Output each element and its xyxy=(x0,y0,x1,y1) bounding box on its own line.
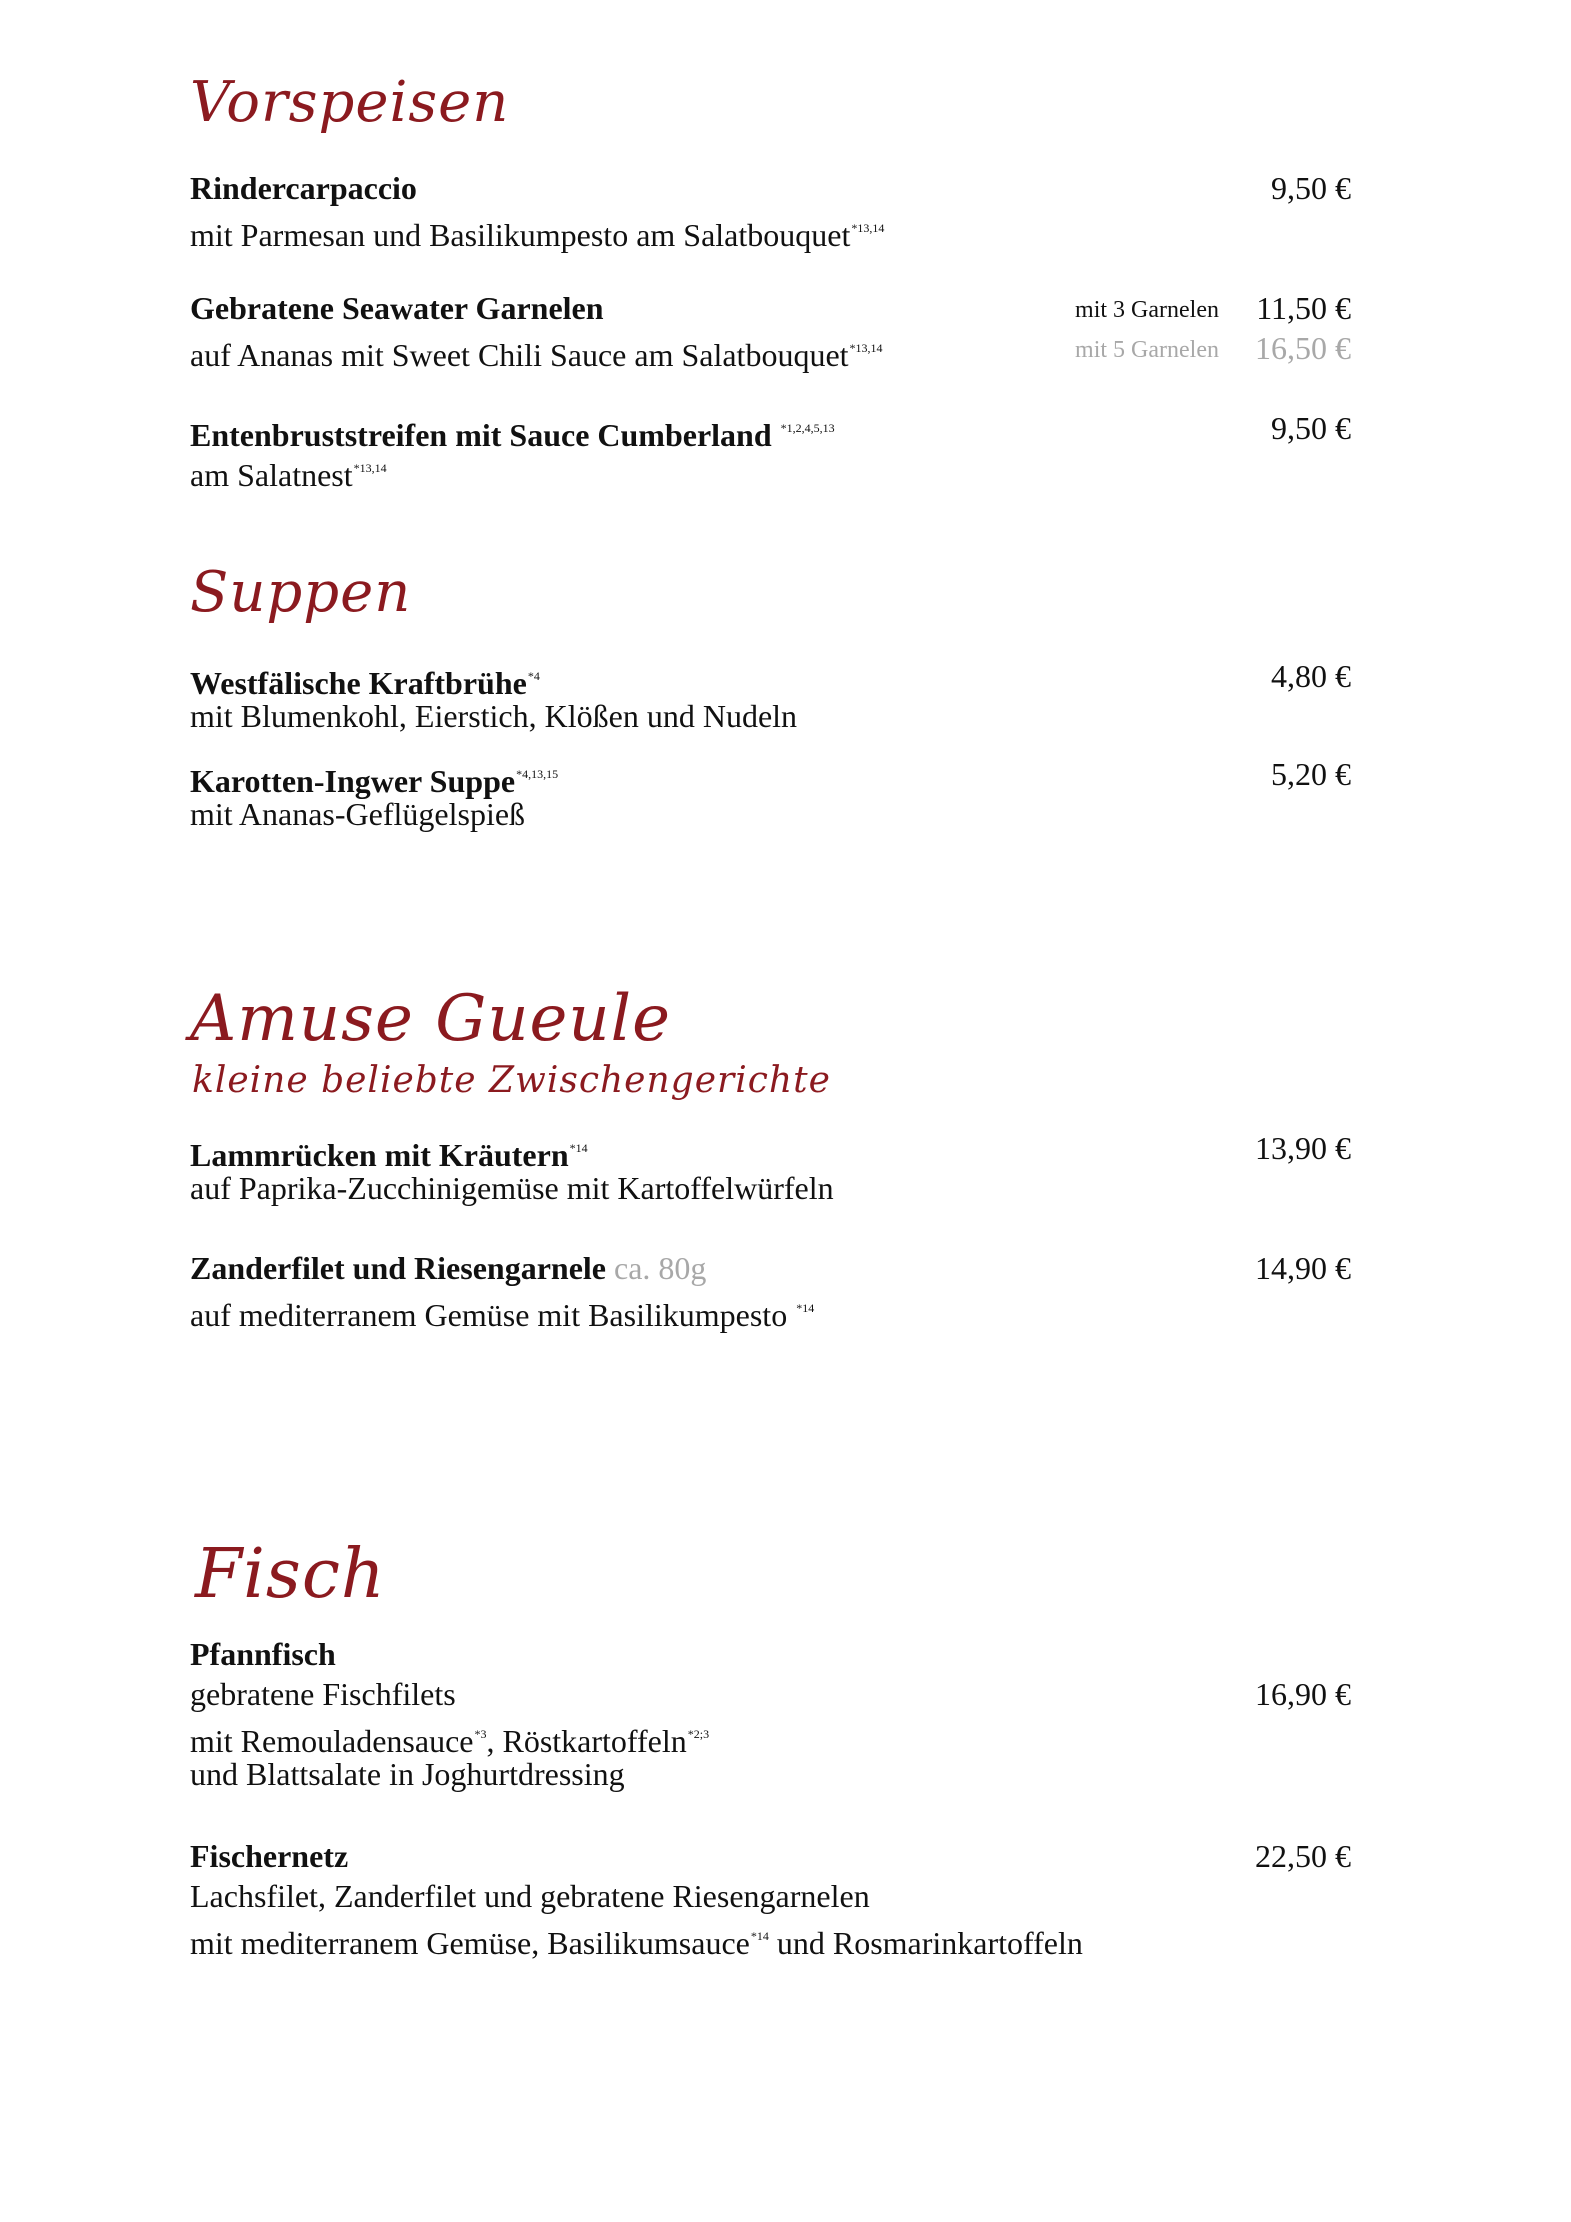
section-heading-amuse-gueule: Amuse Gueule xyxy=(190,982,671,1056)
portion-note: ca. 80g xyxy=(613,1250,707,1286)
allergen-note: *1,2,4,5,13 xyxy=(780,421,835,435)
dish-price: 9,50 € xyxy=(1271,170,1351,206)
dish-description: mit Ananas-Geflügelspieß xyxy=(190,796,526,832)
allergen-note: *13,14 xyxy=(353,461,387,475)
dish-name: Fischernetz xyxy=(190,1838,349,1874)
dish-price: 9,50 € xyxy=(1271,410,1351,446)
dish-name: Gebratene Seawater Garnelen xyxy=(190,290,604,326)
dish-description: auf mediterranem Gemüse mit Basilikumpesto $^{*14}$ xyxy=(190,1297,815,1333)
section-heading-vorspeisen: Vorspeisen xyxy=(190,70,510,135)
dish-description: und Blattsalate in Joghurtdressing xyxy=(190,1756,625,1792)
allergen-note: *3 xyxy=(474,1727,487,1741)
dish-name: Zanderfilet und Riesengarnele ca. 80g xyxy=(190,1250,707,1286)
dish-name: Karotten-Ingwer Suppe$^{*4,13,15}$ xyxy=(190,763,559,799)
dish-price: 5,20 € xyxy=(1271,756,1351,792)
allergen-note: *13,14 xyxy=(849,341,883,355)
option-price: 11,50 € xyxy=(1256,290,1351,326)
dish-description: mit Remouladensauce$^{*3}$, Röstkartoffeln$^{*2;3}$ xyxy=(190,1723,710,1759)
option-label: mit 5 Garnelen xyxy=(1075,337,1219,363)
dish-description: am Salatnest$^{*13,14}$ xyxy=(190,457,387,493)
dish-price: 4,80 € xyxy=(1271,658,1351,694)
dish-name: Pfannfisch xyxy=(190,1636,336,1672)
dish-name: Westfälische Kraftbrühe$^{*4}$ xyxy=(190,665,540,701)
dish-name: Entenbruststreifen mit Sauce Cumberland $^{*1,2,4,5,13}$ xyxy=(190,417,835,453)
allergen-note: *14 xyxy=(750,1929,769,1943)
allergen-note: *14 xyxy=(796,1301,815,1315)
allergen-note: *4,13,15 xyxy=(516,767,559,781)
dish-price: 22,50 € xyxy=(1255,1838,1351,1874)
dish-description: mit Blumenkohl, Eierstich, Klößen und Nudeln xyxy=(190,698,798,734)
allergen-note: *13,14 xyxy=(851,221,885,235)
dish-price: 16,90 € xyxy=(1255,1676,1351,1712)
section-heading-fisch: Fisch xyxy=(195,1535,386,1614)
dish-description: mit Parmesan und Basilikumpesto am Salatbouquet$^{*13,14}$ xyxy=(190,217,885,253)
allergen-note: *14 xyxy=(569,1141,588,1155)
dish-description: auf Ananas mit Sweet Chili Sauce am Salatbouquet$^{*13,14}$ xyxy=(190,337,883,373)
section-subheading: kleine beliebte Zwischengerichte xyxy=(192,1060,831,1101)
dish-name: Lammrücken mit Kräutern$^{*14}$ xyxy=(190,1137,588,1173)
dish-price: 14,90 € xyxy=(1255,1250,1351,1286)
dish-description: Lachsfilet, Zanderfilet und gebratene Riesengarnelen xyxy=(190,1878,870,1914)
dish-description: auf Paprika-Zucchinigemüse mit Kartoffelwürfeln xyxy=(190,1170,834,1206)
section-heading-suppen: Suppen xyxy=(190,560,412,625)
option-label: mit 3 Garnelen xyxy=(1075,297,1219,323)
dish-price: 13,90 € xyxy=(1255,1130,1351,1166)
dish-name: Rindercarpaccio xyxy=(190,170,417,206)
option-price: 16,50 € xyxy=(1255,330,1351,366)
dish-description: gebratene Fischfilets xyxy=(190,1676,456,1712)
allergen-note: *2;3 xyxy=(687,1727,710,1741)
dish-description: mit mediterranem Gemüse, Basilikumsauce$^{*14}$ und Rosmarinkartoffeln xyxy=(190,1925,1083,1961)
allergen-note: *4 xyxy=(527,669,540,683)
